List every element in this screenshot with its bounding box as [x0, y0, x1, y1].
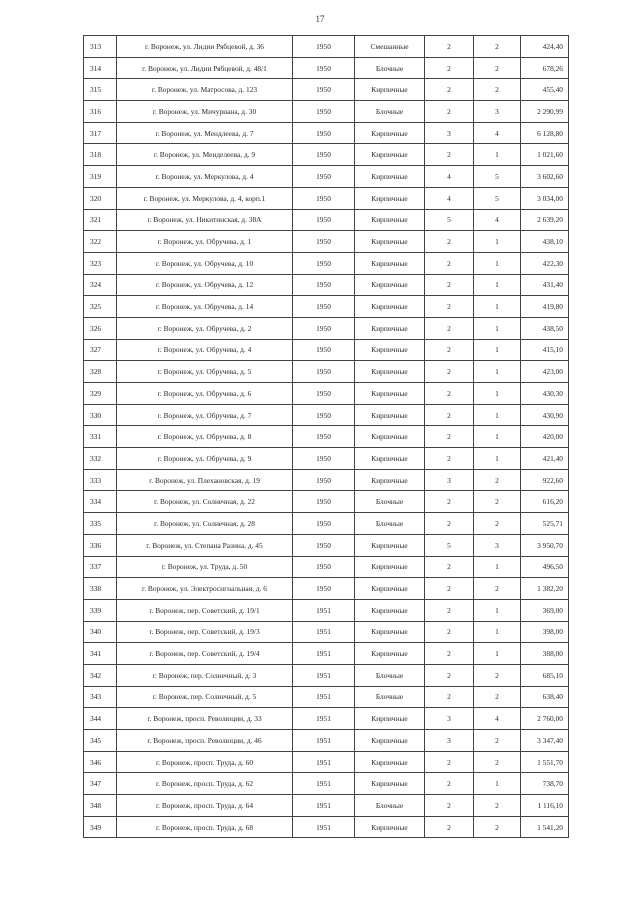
row-number: 349	[84, 816, 117, 838]
floors-cell: 2	[425, 448, 474, 470]
row-number: 342	[84, 664, 117, 686]
floors-cell: 4	[425, 166, 474, 188]
area-cell: 419,80	[521, 296, 569, 318]
entrances-cell: 2	[474, 79, 521, 101]
floors-cell: 2	[425, 643, 474, 665]
entrances-cell: 2	[474, 664, 521, 686]
wall-material-cell: Кирпичные	[355, 231, 425, 253]
table-row	[84, 296, 569, 318]
row-number: 321	[84, 209, 117, 231]
area-cell: 421,40	[521, 448, 569, 470]
row-number: 319	[84, 166, 117, 188]
entrances-cell: 1	[474, 317, 521, 339]
table-row	[84, 144, 569, 166]
entrances-cell: 1	[474, 339, 521, 361]
entrances-cell: 1	[474, 621, 521, 643]
entrances-cell: 1	[474, 426, 521, 448]
entrances-cell: 4	[474, 708, 521, 730]
address-cell: г. Воронеж, ул. Труда, д. 50	[117, 556, 293, 578]
row-number: 315	[84, 79, 117, 101]
floors-cell: 2	[425, 36, 474, 58]
area-cell: 496,50	[521, 556, 569, 578]
address-cell: г. Воронеж, ул. Мендлеева, д. 7	[117, 122, 293, 144]
table-row	[84, 730, 569, 752]
table-row	[84, 57, 569, 79]
entrances-cell: 3	[474, 101, 521, 123]
address-cell: г. Воронеж, ул. Обручева, д. 10	[117, 252, 293, 274]
row-number: 314	[84, 57, 117, 79]
year-cell: 1950	[293, 556, 355, 578]
entrances-cell: 1	[474, 383, 521, 405]
area-cell: 685,10	[521, 664, 569, 686]
wall-material-cell: Блочные	[355, 513, 425, 535]
entrances-cell: 2	[474, 730, 521, 752]
row-number: 322	[84, 231, 117, 253]
wall-material-cell: Блочные	[355, 101, 425, 123]
table-row	[84, 383, 569, 405]
wall-material-cell: Кирпичные	[355, 383, 425, 405]
year-cell: 1950	[293, 491, 355, 513]
wall-material-cell: Кирпичные	[355, 469, 425, 491]
row-number: 343	[84, 686, 117, 708]
table-row	[84, 101, 569, 123]
floors-cell: 2	[425, 361, 474, 383]
table-row	[84, 317, 569, 339]
table-row	[84, 751, 569, 773]
table-row	[84, 339, 569, 361]
year-cell: 1951	[293, 643, 355, 665]
wall-material-cell: Кирпичные	[355, 122, 425, 144]
address-cell: г. Воронеж, ул. Обручева, д. 6	[117, 383, 293, 405]
address-cell: г. Воронеж, просп. Труда, д. 62	[117, 773, 293, 795]
table-row	[84, 166, 569, 188]
address-cell: г. Воронеж, ул. Лидии Рябцевой, д. 48/1	[117, 57, 293, 79]
area-cell: 438,50	[521, 317, 569, 339]
floors-cell: 2	[425, 773, 474, 795]
row-number: 345	[84, 730, 117, 752]
table-row	[84, 426, 569, 448]
wall-material-cell: Кирпичные	[355, 187, 425, 209]
address-cell: г. Воронеж, ул. Обручева, д. 1	[117, 231, 293, 253]
area-cell: 1 021,60	[521, 144, 569, 166]
entrances-cell: 1	[474, 448, 521, 470]
row-number: 338	[84, 578, 117, 600]
floors-cell: 2	[425, 274, 474, 296]
area-cell: 3 602,60	[521, 166, 569, 188]
address-cell: г. Воронеж, пер. Советский, д. 19/3	[117, 621, 293, 643]
address-cell: г. Воронеж, ул. Лидии Рябцевой, д. 36	[117, 36, 293, 58]
area-cell: 2 760,00	[521, 708, 569, 730]
wall-material-cell: Кирпичные	[355, 599, 425, 621]
year-cell: 1950	[293, 383, 355, 405]
floors-cell: 2	[425, 383, 474, 405]
table-row	[84, 578, 569, 600]
address-cell: г. Воронеж, ул. Обручева, д. 12	[117, 274, 293, 296]
floors-cell: 2	[425, 751, 474, 773]
floors-cell: 2	[425, 426, 474, 448]
floors-cell: 2	[425, 491, 474, 513]
address-cell: г. Воронеж, просп. Революции, д. 46	[117, 730, 293, 752]
area-cell: 1 541,20	[521, 816, 569, 838]
table-row	[84, 469, 569, 491]
table-row	[84, 231, 569, 253]
table-row	[84, 209, 569, 231]
year-cell: 1950	[293, 166, 355, 188]
page-number: 17	[315, 14, 325, 24]
entrances-cell: 2	[474, 57, 521, 79]
entrances-cell: 4	[474, 209, 521, 231]
table-row	[84, 773, 569, 795]
wall-material-cell: Блочные	[355, 491, 425, 513]
address-cell: г. Воронеж, просп. Труда, д. 68	[117, 816, 293, 838]
wall-material-cell: Кирпичные	[355, 404, 425, 426]
row-number: 348	[84, 795, 117, 817]
row-number: 347	[84, 773, 117, 795]
entrances-cell: 3	[474, 534, 521, 556]
row-number: 341	[84, 643, 117, 665]
table-row	[84, 513, 569, 535]
row-number: 327	[84, 339, 117, 361]
year-cell: 1950	[293, 339, 355, 361]
wall-material-cell: Кирпичные	[355, 166, 425, 188]
floors-cell: 2	[425, 599, 474, 621]
year-cell: 1950	[293, 252, 355, 274]
table-row	[84, 664, 569, 686]
address-cell: г. Воронеж, ул. Обручева, д. 5	[117, 361, 293, 383]
table-row	[84, 79, 569, 101]
address-cell: г. Воронеж, просп. Труда, д. 60	[117, 751, 293, 773]
year-cell: 1950	[293, 448, 355, 470]
table-row	[84, 274, 569, 296]
entrances-cell: 5	[474, 187, 521, 209]
area-cell: 2 290,99	[521, 101, 569, 123]
wall-material-cell: Кирпичные	[355, 252, 425, 274]
floors-cell: 2	[425, 252, 474, 274]
wall-material-cell: Блочные	[355, 57, 425, 79]
year-cell: 1951	[293, 773, 355, 795]
wall-material-cell: Кирпичные	[355, 730, 425, 752]
table-row	[84, 816, 569, 838]
year-cell: 1950	[293, 317, 355, 339]
area-cell: 430,90	[521, 404, 569, 426]
year-cell: 1950	[293, 122, 355, 144]
table-row	[84, 795, 569, 817]
floors-cell: 2	[425, 664, 474, 686]
table-row	[84, 556, 569, 578]
entrances-cell: 1	[474, 599, 521, 621]
area-cell: 2 639,20	[521, 209, 569, 231]
entrances-cell: 1	[474, 773, 521, 795]
area-cell: 1 382,20	[521, 578, 569, 600]
table-row	[84, 534, 569, 556]
area-cell: 738,70	[521, 773, 569, 795]
area-cell: 6 128,80	[521, 122, 569, 144]
row-number: 317	[84, 122, 117, 144]
area-cell: 525,71	[521, 513, 569, 535]
floors-cell: 2	[425, 795, 474, 817]
table-row	[84, 448, 569, 470]
wall-material-cell: Кирпичные	[355, 209, 425, 231]
floors-cell: 5	[425, 209, 474, 231]
address-cell: г. Воронеж, ул. Степана Разина, д. 45	[117, 534, 293, 556]
entrances-cell: 1	[474, 296, 521, 318]
row-number: 332	[84, 448, 117, 470]
address-cell: г. Воронеж, ул. Обручева, д. 4	[117, 339, 293, 361]
address-cell: г. Воронеж, ул. Обручева, д. 2	[117, 317, 293, 339]
row-number: 329	[84, 383, 117, 405]
wall-material-cell: Смешанные	[355, 36, 425, 58]
floors-cell: 2	[425, 621, 474, 643]
row-number: 340	[84, 621, 117, 643]
area-cell: 369,00	[521, 599, 569, 621]
address-cell: г. Воронеж, ул. Солнечная, д. 28	[117, 513, 293, 535]
address-cell: г. Воронеж, пер. Солнечный, д. 3	[117, 664, 293, 686]
floors-cell: 4	[425, 187, 474, 209]
address-cell: г. Воронеж, ул. Никитинская, д. 38А	[117, 209, 293, 231]
year-cell: 1950	[293, 361, 355, 383]
address-cell: г. Воронеж, ул. Солнечная, д. 22	[117, 491, 293, 513]
wall-material-cell: Блочные	[355, 664, 425, 686]
floors-cell: 5	[425, 534, 474, 556]
wall-material-cell: Кирпичные	[355, 274, 425, 296]
wall-material-cell: Кирпичные	[355, 79, 425, 101]
entrances-cell: 1	[474, 274, 521, 296]
row-number: 325	[84, 296, 117, 318]
floors-cell: 2	[425, 556, 474, 578]
table-row	[84, 252, 569, 274]
address-cell: г. Воронеж, пер. Советский, д. 19/4	[117, 643, 293, 665]
year-cell: 1951	[293, 795, 355, 817]
address-cell: г. Воронеж, пер. Солнечный, д. 5	[117, 686, 293, 708]
floors-cell: 2	[425, 296, 474, 318]
area-cell: 423,00	[521, 361, 569, 383]
row-number: 330	[84, 404, 117, 426]
floors-cell: 3	[425, 122, 474, 144]
table-row	[84, 361, 569, 383]
row-number: 337	[84, 556, 117, 578]
year-cell: 1951	[293, 599, 355, 621]
year-cell: 1951	[293, 621, 355, 643]
wall-material-cell: Кирпичные	[355, 296, 425, 318]
address-cell: г. Воронеж, ул. Менделеева, д. 9	[117, 144, 293, 166]
table-row	[84, 404, 569, 426]
table-row	[84, 686, 569, 708]
entrances-cell: 2	[474, 686, 521, 708]
row-number: 333	[84, 469, 117, 491]
entrances-cell: 1	[474, 144, 521, 166]
year-cell: 1950	[293, 101, 355, 123]
row-number: 328	[84, 361, 117, 383]
table-row	[84, 643, 569, 665]
table-row	[84, 36, 569, 58]
table-row	[84, 621, 569, 643]
floors-cell: 2	[425, 317, 474, 339]
wall-material-cell: Кирпичные	[355, 361, 425, 383]
housing-table-body	[84, 36, 569, 838]
entrances-cell: 2	[474, 491, 521, 513]
area-cell: 430,30	[521, 383, 569, 405]
wall-material-cell: Кирпичные	[355, 621, 425, 643]
entrances-cell: 1	[474, 231, 521, 253]
year-cell: 1950	[293, 426, 355, 448]
floors-cell: 2	[425, 513, 474, 535]
area-cell: 415,10	[521, 339, 569, 361]
row-number: 318	[84, 144, 117, 166]
area-cell: 3 034,00	[521, 187, 569, 209]
year-cell: 1950	[293, 274, 355, 296]
table-row	[84, 491, 569, 513]
entrances-cell: 2	[474, 513, 521, 535]
entrances-cell: 2	[474, 795, 521, 817]
year-cell: 1950	[293, 57, 355, 79]
address-cell: г. Воронеж, ул. Обручева, д. 8	[117, 426, 293, 448]
area-cell: 678,26	[521, 57, 569, 79]
wall-material-cell: Кирпичные	[355, 556, 425, 578]
row-number: 336	[84, 534, 117, 556]
floors-cell: 2	[425, 339, 474, 361]
year-cell: 1951	[293, 686, 355, 708]
wall-material-cell: Кирпичные	[355, 751, 425, 773]
table-row	[84, 122, 569, 144]
row-number: 320	[84, 187, 117, 209]
year-cell: 1950	[293, 534, 355, 556]
floors-cell: 2	[425, 79, 474, 101]
address-cell: г. Воронеж, ул. Обручева, д. 9	[117, 448, 293, 470]
row-number: 323	[84, 252, 117, 274]
wall-material-cell: Кирпичные	[355, 578, 425, 600]
row-number: 326	[84, 317, 117, 339]
area-cell: 3 347,40	[521, 730, 569, 752]
wall-material-cell: Блочные	[355, 686, 425, 708]
entrances-cell: 1	[474, 252, 521, 274]
entrances-cell: 2	[474, 36, 521, 58]
wall-material-cell: Кирпичные	[355, 773, 425, 795]
address-cell: г. Воронеж, ул. Меркулова, д. 4	[117, 166, 293, 188]
area-cell: 422,30	[521, 252, 569, 274]
area-cell: 424,40	[521, 36, 569, 58]
area-cell: 922,60	[521, 469, 569, 491]
area-cell: 438,10	[521, 231, 569, 253]
entrances-cell: 2	[474, 816, 521, 838]
row-number: 334	[84, 491, 117, 513]
address-cell: г. Воронеж, просп. Труда, д. 64	[117, 795, 293, 817]
floors-cell: 2	[425, 686, 474, 708]
housing-table	[83, 35, 569, 838]
year-cell: 1950	[293, 296, 355, 318]
address-cell: г. Воронеж, просп. Революции, д. 33	[117, 708, 293, 730]
row-number: 331	[84, 426, 117, 448]
row-number: 324	[84, 274, 117, 296]
year-cell: 1950	[293, 209, 355, 231]
wall-material-cell: Кирпичные	[355, 426, 425, 448]
year-cell: 1950	[293, 578, 355, 600]
address-cell: г. Воронеж, ул. Матросова, д. 123	[117, 79, 293, 101]
year-cell: 1950	[293, 404, 355, 426]
entrances-cell: 1	[474, 556, 521, 578]
area-cell: 616,20	[521, 491, 569, 513]
floors-cell: 2	[425, 57, 474, 79]
entrances-cell: 1	[474, 643, 521, 665]
year-cell: 1951	[293, 664, 355, 686]
year-cell: 1951	[293, 730, 355, 752]
address-cell: г. Воронеж, ул. Меркулова, д. 4, корп.1	[117, 187, 293, 209]
floors-cell: 2	[425, 816, 474, 838]
address-cell: г. Воронеж, ул. Обручева, д. 7	[117, 404, 293, 426]
wall-material-cell: Кирпичные	[355, 643, 425, 665]
area-cell: 431,40	[521, 274, 569, 296]
row-number: 313	[84, 36, 117, 58]
floors-cell: 3	[425, 730, 474, 752]
entrances-cell: 1	[474, 404, 521, 426]
year-cell: 1950	[293, 187, 355, 209]
wall-material-cell: Кирпичные	[355, 448, 425, 470]
area-cell: 398,00	[521, 621, 569, 643]
wall-material-cell: Кирпичные	[355, 708, 425, 730]
floors-cell: 3	[425, 469, 474, 491]
area-cell: 420,00	[521, 426, 569, 448]
floors-cell: 3	[425, 708, 474, 730]
year-cell: 1950	[293, 144, 355, 166]
address-cell: г. Воронеж, пер. Советский, д. 19/1	[117, 599, 293, 621]
area-cell: 1 116,10	[521, 795, 569, 817]
wall-material-cell: Кирпичные	[355, 317, 425, 339]
entrances-cell: 2	[474, 578, 521, 600]
table-row	[84, 708, 569, 730]
row-number: 316	[84, 101, 117, 123]
year-cell: 1951	[293, 751, 355, 773]
floors-cell: 2	[425, 404, 474, 426]
table-row	[84, 187, 569, 209]
year-cell: 1950	[293, 231, 355, 253]
wall-material-cell: Кирпичные	[355, 339, 425, 361]
row-number: 344	[84, 708, 117, 730]
year-cell: 1950	[293, 469, 355, 491]
entrances-cell: 4	[474, 122, 521, 144]
wall-material-cell: Кирпичные	[355, 816, 425, 838]
row-number: 339	[84, 599, 117, 621]
wall-material-cell: Блочные	[355, 795, 425, 817]
entrances-cell: 5	[474, 166, 521, 188]
address-cell: г. Воронеж, ул. Мичуриана, д. 30	[117, 101, 293, 123]
floors-cell: 2	[425, 144, 474, 166]
address-cell: г. Воронеж, ул. Обручева, д. 14	[117, 296, 293, 318]
area-cell: 388,00	[521, 643, 569, 665]
year-cell: 1950	[293, 36, 355, 58]
address-cell: г. Воронеж, ул. Плехановская, д. 19	[117, 469, 293, 491]
row-number: 346	[84, 751, 117, 773]
area-cell: 3 950,70	[521, 534, 569, 556]
wall-material-cell: Кирпичные	[355, 534, 425, 556]
floors-cell: 2	[425, 101, 474, 123]
entrances-cell: 2	[474, 751, 521, 773]
year-cell: 1950	[293, 79, 355, 101]
area-cell: 455,40	[521, 79, 569, 101]
address-cell: г. Воронеж, ул. Электросигнальная, д. 6	[117, 578, 293, 600]
year-cell: 1951	[293, 708, 355, 730]
floors-cell: 2	[425, 578, 474, 600]
table-row	[84, 599, 569, 621]
year-cell: 1951	[293, 816, 355, 838]
year-cell: 1950	[293, 513, 355, 535]
area-cell: 638,40	[521, 686, 569, 708]
area-cell: 1 551,70	[521, 751, 569, 773]
floors-cell: 2	[425, 231, 474, 253]
entrances-cell: 1	[474, 361, 521, 383]
entrances-cell: 2	[474, 469, 521, 491]
row-number: 335	[84, 513, 117, 535]
wall-material-cell: Кирпичные	[355, 144, 425, 166]
